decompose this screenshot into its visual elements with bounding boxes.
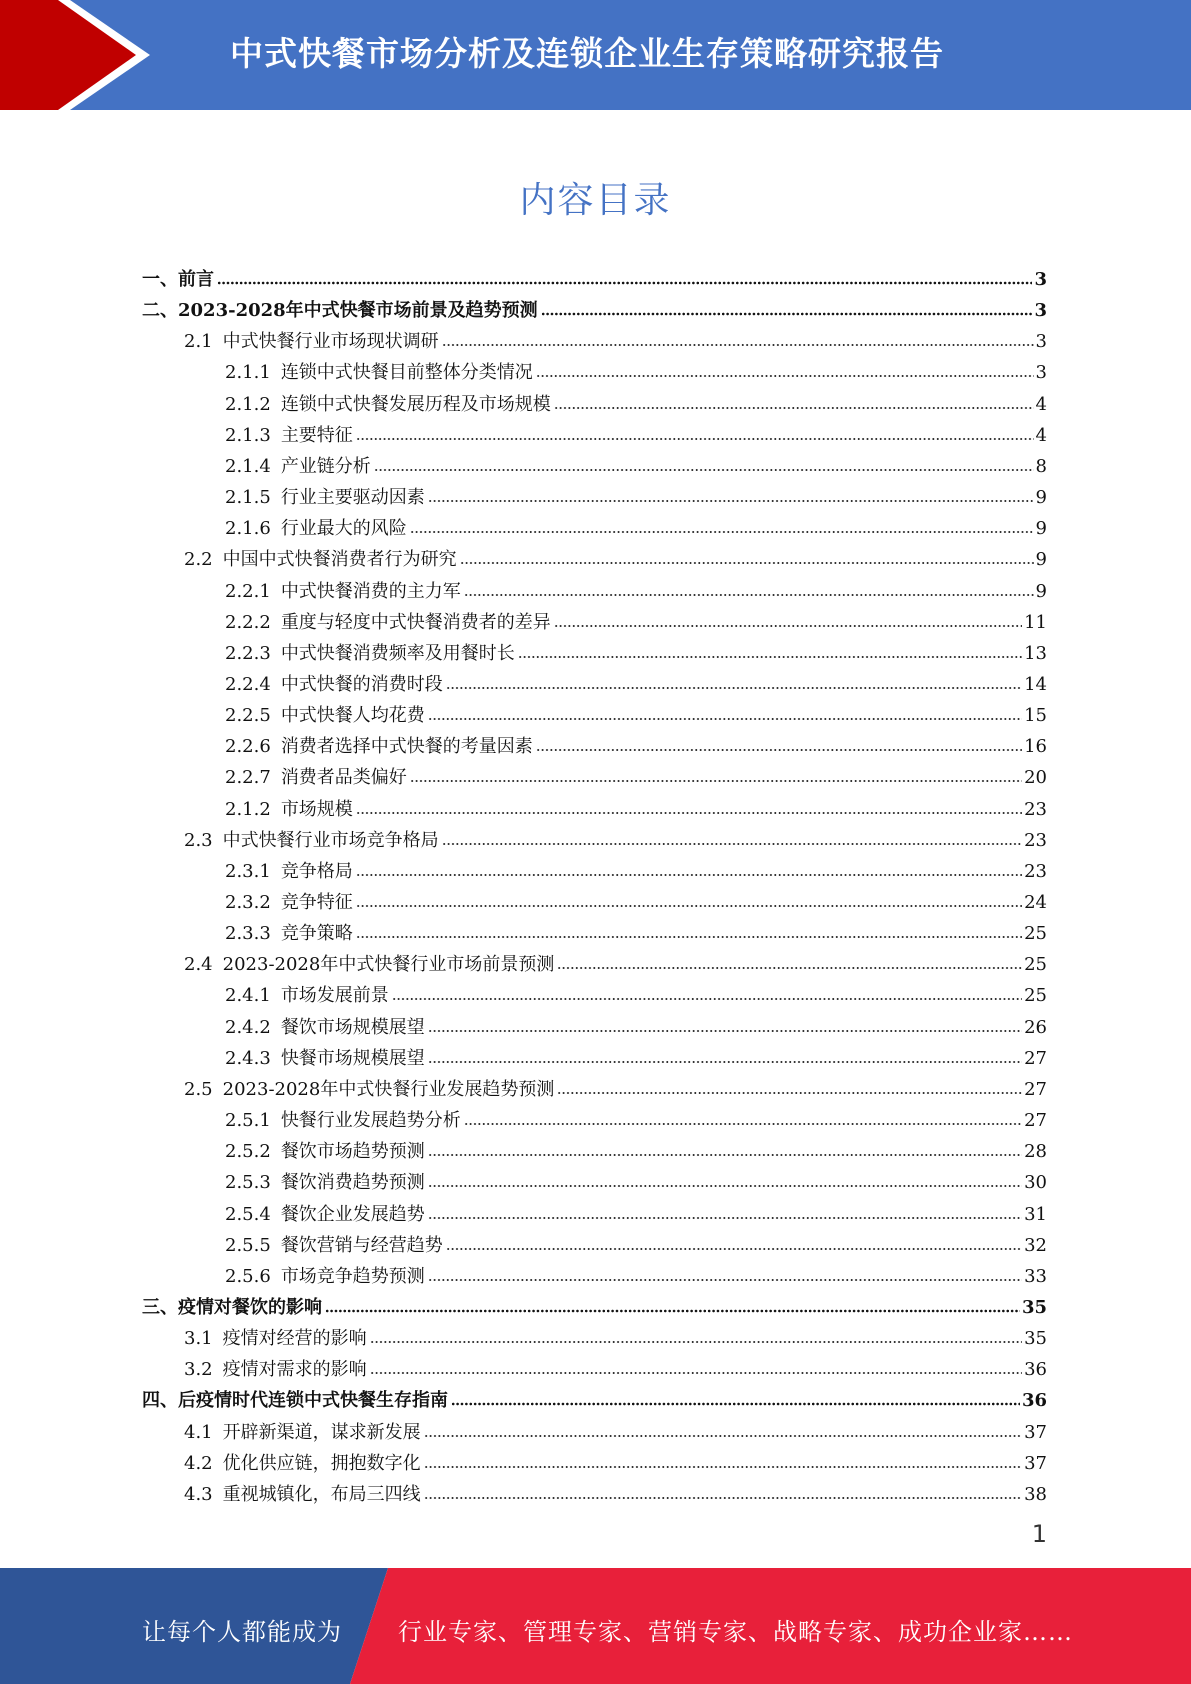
dot-leader [392,996,1022,1002]
toc-entry-title: 中式快餐消费频率及用餐时长 [280,642,515,664]
toc-entry[interactable] [225,572,1047,603]
toc-entry-number: 2.4.2 [225,1016,271,1038]
toc-entry[interactable] [225,790,1047,821]
toc-entry-title: 中国中式快餐消费者行为研究 [222,549,457,571]
dot-leader [356,872,1022,878]
toc-entry[interactable] [225,665,1047,696]
toc-entry[interactable] [184,821,1047,852]
toc-entry-title: 市场发展前景 [280,985,389,1007]
toc-entry-number: 3.2 [184,1359,213,1381]
dot-leader [554,623,1022,629]
toc-entry[interactable] [225,603,1047,634]
toc-entry-number: 2.2.4 [225,673,271,695]
toc-entry-title: 连锁中式快餐发展历程及市场规模 [280,393,551,415]
toc-entry-title: 疫情对需求的影响 [222,1359,367,1381]
toc-entry-number: 2.3.1 [225,860,271,882]
toc-entry[interactable] [225,478,1047,509]
toc-entry-title: 行业最大的风险 [280,518,407,540]
toc-entry-page: 37 [1024,1452,1047,1474]
dot-leader [410,778,1022,784]
toc-entry-title: 餐饮营销与经营趋势 [280,1234,443,1256]
toc-entry-page: 3 [1035,362,1047,384]
toc-entry[interactable] [225,447,1047,478]
toc-entry-page: 16 [1024,736,1047,758]
dot-leader [356,934,1022,940]
toc-entry-number: 2.5 [184,1078,213,1100]
toc-entry[interactable] [225,727,1047,758]
dot-leader [424,1495,1022,1501]
toc-entry-number: 2.1.5 [225,487,271,509]
toc-entry-title: 餐饮消费趋势预测 [280,1172,425,1194]
toc-entry[interactable] [225,1039,1047,1070]
dot-leader [428,498,1034,504]
toc-entry[interactable] [225,385,1047,416]
toc-entry-title: 重视城镇化，布局三四线 [222,1483,421,1505]
toc-entry-title: 消费者品类偏好 [280,767,407,789]
toc-entry-page: 27 [1024,1078,1047,1100]
toc-entry-number: 2.5.4 [225,1203,271,1225]
toc-entry-title: 优化供应链，拥抱数字化 [222,1452,421,1474]
dot-leader [442,342,1034,348]
toc-entry-number: 2.1.1 [225,362,271,384]
toc-entry-title: 后疫情时代连锁中式快餐生存指南 [178,1390,448,1412]
toc-entry-page: 27 [1024,1110,1047,1132]
dot-leader [428,1277,1022,1283]
toc-entry-title: 疫情对餐饮的影响 [178,1296,322,1318]
toc-entry[interactable] [225,976,1047,1007]
toc-entry-number: 二、 [142,300,178,322]
toc-entry-title: 2023-2028年中式快餐市场前景及趋势预测 [178,300,538,322]
toc-entry-title: 竞争策略 [280,923,353,945]
toc-entry-number: 四、 [142,1390,178,1412]
chevron-arrow-icon [0,0,160,110]
toc-entry-number: 2.2.3 [225,642,271,664]
toc-entry-number: 2.1.4 [225,455,271,477]
toc-entry-number: 2.5.1 [225,1110,271,1132]
toc-entry-title: 开辟新渠道，谋求新发展 [222,1421,421,1443]
dot-leader [410,529,1034,535]
dot-leader [424,1464,1022,1470]
toc-entry-title: 2023-2028年中式快餐行业发展趋势预测 [222,1078,555,1100]
toc-entry-page: 25 [1024,985,1047,1007]
footer-slogan-left: 让每个人都能成为 [142,1618,342,1646]
toc-entry[interactable] [184,322,1047,353]
toc-entry[interactable] [225,1132,1047,1163]
toc-entry-page: 26 [1024,1016,1047,1038]
toc-entry-title: 中式快餐人均花费 [280,705,425,727]
dot-leader [370,1370,1022,1376]
toc-entry-number: 三、 [142,1296,178,1318]
toc-entry-title: 餐饮市场趋势预测 [280,1141,425,1163]
dot-leader [356,436,1034,442]
toc-entry-number: 2.4.1 [225,985,271,1007]
toc-entry[interactable] [142,1381,1047,1412]
toc-entry[interactable] [142,291,1047,322]
toc-heading: 内容目录 [519,180,672,221]
toc-entry-title: 产业链分析 [280,455,371,477]
header-banner [0,0,1191,110]
toc-entry-number: 2.3.3 [225,923,271,945]
dot-leader [442,841,1022,847]
toc-entry-page: 23 [1024,798,1047,820]
toc-entry[interactable] [225,914,1047,945]
toc-entry-page: 35 [1021,1296,1047,1318]
toc-entry-number: 2.2.5 [225,705,271,727]
toc-entry-page: 36 [1021,1390,1047,1412]
toc-entry-number: 4.2 [184,1452,213,1474]
toc-entry-number: 2.2.6 [225,736,271,758]
toc-entry[interactable] [142,260,1047,291]
dot-leader [428,716,1022,722]
dot-leader [536,373,1034,379]
toc-entry-number: 2.1.6 [225,518,271,540]
toc-entry-page: 9 [1035,487,1047,509]
toc-entry[interactable] [225,509,1047,540]
dot-leader [374,467,1034,473]
dot-leader [446,685,1022,691]
toc-entry[interactable] [225,1257,1047,1288]
toc-entry-number: 4.3 [184,1483,213,1505]
footer-banner [0,1568,1191,1684]
dot-leader [428,1028,1022,1034]
toc-entry-number: 2.5.2 [225,1141,271,1163]
toc-entry[interactable] [225,353,1047,384]
toc-entry-page: 35 [1024,1328,1047,1350]
toc-entry-title: 餐饮企业发展趋势 [280,1203,425,1225]
report-title: 中式快餐市场分析及连锁企业生存策略研究报告 [230,34,944,73]
dot-leader [464,1121,1022,1127]
toc-entry-number: 2.4 [184,954,213,976]
toc-entry-title: 重度与轻度中式快餐消费者的差异 [280,611,551,633]
toc-entry-page: 38 [1024,1483,1047,1505]
toc-entry[interactable] [184,1444,1047,1475]
toc-entry[interactable] [225,1195,1047,1226]
toc-entry-number: 2.2.7 [225,767,271,789]
toc-entry-number: 2.1.3 [225,424,271,446]
toc-entry-number: 2.1.2 [225,393,271,415]
toc-entry[interactable] [184,1319,1047,1350]
toc-entry-title: 2023-2028年中式快餐行业市场前景预测 [222,954,555,976]
toc-entry[interactable] [142,1288,1047,1319]
toc-entry-number: 2.2 [184,549,213,571]
dot-leader [424,1433,1022,1439]
dot-leader [428,1183,1022,1189]
toc-entry[interactable] [184,1350,1047,1381]
toc-entry[interactable] [225,634,1047,665]
dot-leader [428,1152,1022,1158]
dot-leader [325,1308,1020,1314]
toc-entry[interactable] [225,416,1047,447]
dot-leader [428,1059,1022,1065]
toc-entry-page: 24 [1024,892,1047,913]
toc-entry[interactable] [184,1475,1047,1506]
toc-entry[interactable] [225,1226,1047,1257]
dot-leader [356,903,1022,909]
toc-entry-page: 33 [1024,1265,1047,1287]
toc-entry-title: 快餐行业发展趋势分析 [280,1110,461,1132]
toc-entry[interactable] [184,1070,1047,1101]
toc-entry-page: 25 [1024,954,1047,976]
toc-entry[interactable] [225,852,1047,883]
toc-entry-page: 23 [1024,860,1047,882]
toc-entry-number: 2.5.3 [225,1172,271,1194]
dot-leader [460,560,1034,566]
toc-entry-number: 2.5.6 [225,1265,271,1287]
toc-entry-title: 竞争特征 [280,892,353,913]
toc-entry-number: 3.1 [184,1328,213,1350]
toc-entry-page: 31 [1024,1203,1047,1225]
toc-entry-page: 4 [1035,393,1047,415]
dot-leader [518,654,1022,660]
dot-leader [557,1090,1022,1096]
toc-entry-page: 25 [1024,923,1047,945]
dot-leader [541,311,1033,317]
toc-entry-page: 9 [1035,580,1047,602]
toc-entry-page: 28 [1024,1141,1047,1163]
toc-entry-title: 中式快餐的消费时段 [280,673,443,695]
dot-leader [451,1401,1020,1407]
toc-entry[interactable] [184,540,1047,571]
dot-leader [370,1339,1022,1345]
toc-entry-title: 竞争格局 [280,860,353,882]
toc-entry-page: 9 [1035,549,1047,571]
toc-entry[interactable] [184,1413,1047,1444]
toc-entry-page: 15 [1024,705,1047,727]
toc-entry-page: 27 [1024,1047,1047,1069]
toc-entry-number: 2.2.2 [225,611,271,633]
dot-leader [217,280,1032,286]
dot-leader [428,1215,1022,1221]
toc-entry-number: 4.1 [184,1421,213,1443]
dot-leader [356,810,1022,816]
dot-leader [554,405,1034,411]
toc-entry-number: 2.3.2 [225,892,271,913]
toc-entry-title: 中式快餐行业市场现状调研 [222,331,439,353]
toc-entry[interactable] [225,883,1047,914]
toc-entry-number: 2.2.1 [225,580,271,602]
toc-entry-title: 餐饮市场规模展望 [280,1016,425,1038]
toc-entry-title: 快餐市场规模展望 [280,1047,425,1069]
dot-leader [536,747,1022,753]
toc-entry-page: 3 [1034,300,1047,322]
toc-entry-number: 2.5.5 [225,1234,271,1256]
toc-entry-number: 一、 [142,269,178,290]
toc-entry-number: 2.1 [184,331,213,353]
toc-entry-number: 2.1.2 [225,798,271,820]
page-number: 1 [1031,1520,1047,1548]
toc-entry-page: 4 [1035,424,1047,446]
toc-entry[interactable] [184,945,1047,976]
toc-entry-page: 23 [1024,829,1047,851]
toc-entry-page: 20 [1024,767,1047,789]
toc-entry-page: 3 [1035,331,1047,353]
toc-entry-title: 行业主要驱动因素 [280,487,425,509]
toc-entry-title: 疫情对经营的影响 [222,1328,367,1350]
dot-leader [557,965,1022,971]
toc-entry-page: 14 [1024,673,1047,695]
toc-entry-page: 36 [1024,1359,1047,1381]
toc-entry[interactable] [225,1163,1047,1194]
toc-entry-page: 30 [1024,1172,1047,1194]
toc-entry-title: 中式快餐消费的主力军 [280,580,461,602]
toc-entry[interactable] [225,696,1047,727]
toc-entry-page: 37 [1024,1421,1047,1443]
toc-entry[interactable] [225,1008,1047,1039]
toc-entry-title: 主要特征 [280,424,353,446]
toc-entry[interactable] [225,1101,1047,1132]
toc-entry-title: 市场竞争趋势预测 [280,1265,425,1287]
toc-entry-page: 11 [1024,611,1047,633]
toc-entry-page: 3 [1034,269,1047,290]
toc-entry-title: 市场规模 [280,798,353,820]
footer-slogan-right: 行业专家、管理专家、营销专家、战略专家、成功企业家…… [398,1618,1073,1646]
toc-entry-title: 消费者选择中式快餐的考量因素 [280,736,533,758]
toc-entry-title: 中式快餐行业市场竞争格局 [222,829,439,851]
toc-entry-page: 8 [1035,455,1047,477]
toc-entry-title: 连锁中式快餐目前整体分类情况 [280,362,533,384]
toc-entry[interactable] [225,758,1047,789]
dot-leader [464,592,1034,598]
toc-entry-number: 2.4.3 [225,1047,271,1069]
toc-entry-page: 9 [1035,518,1047,540]
dot-leader [446,1246,1022,1252]
toc-entry-page: 13 [1024,642,1047,664]
toc-entry-title: 前言 [178,269,214,290]
toc-entry-number: 2.3 [184,829,213,851]
toc-entry-page: 32 [1024,1234,1047,1256]
